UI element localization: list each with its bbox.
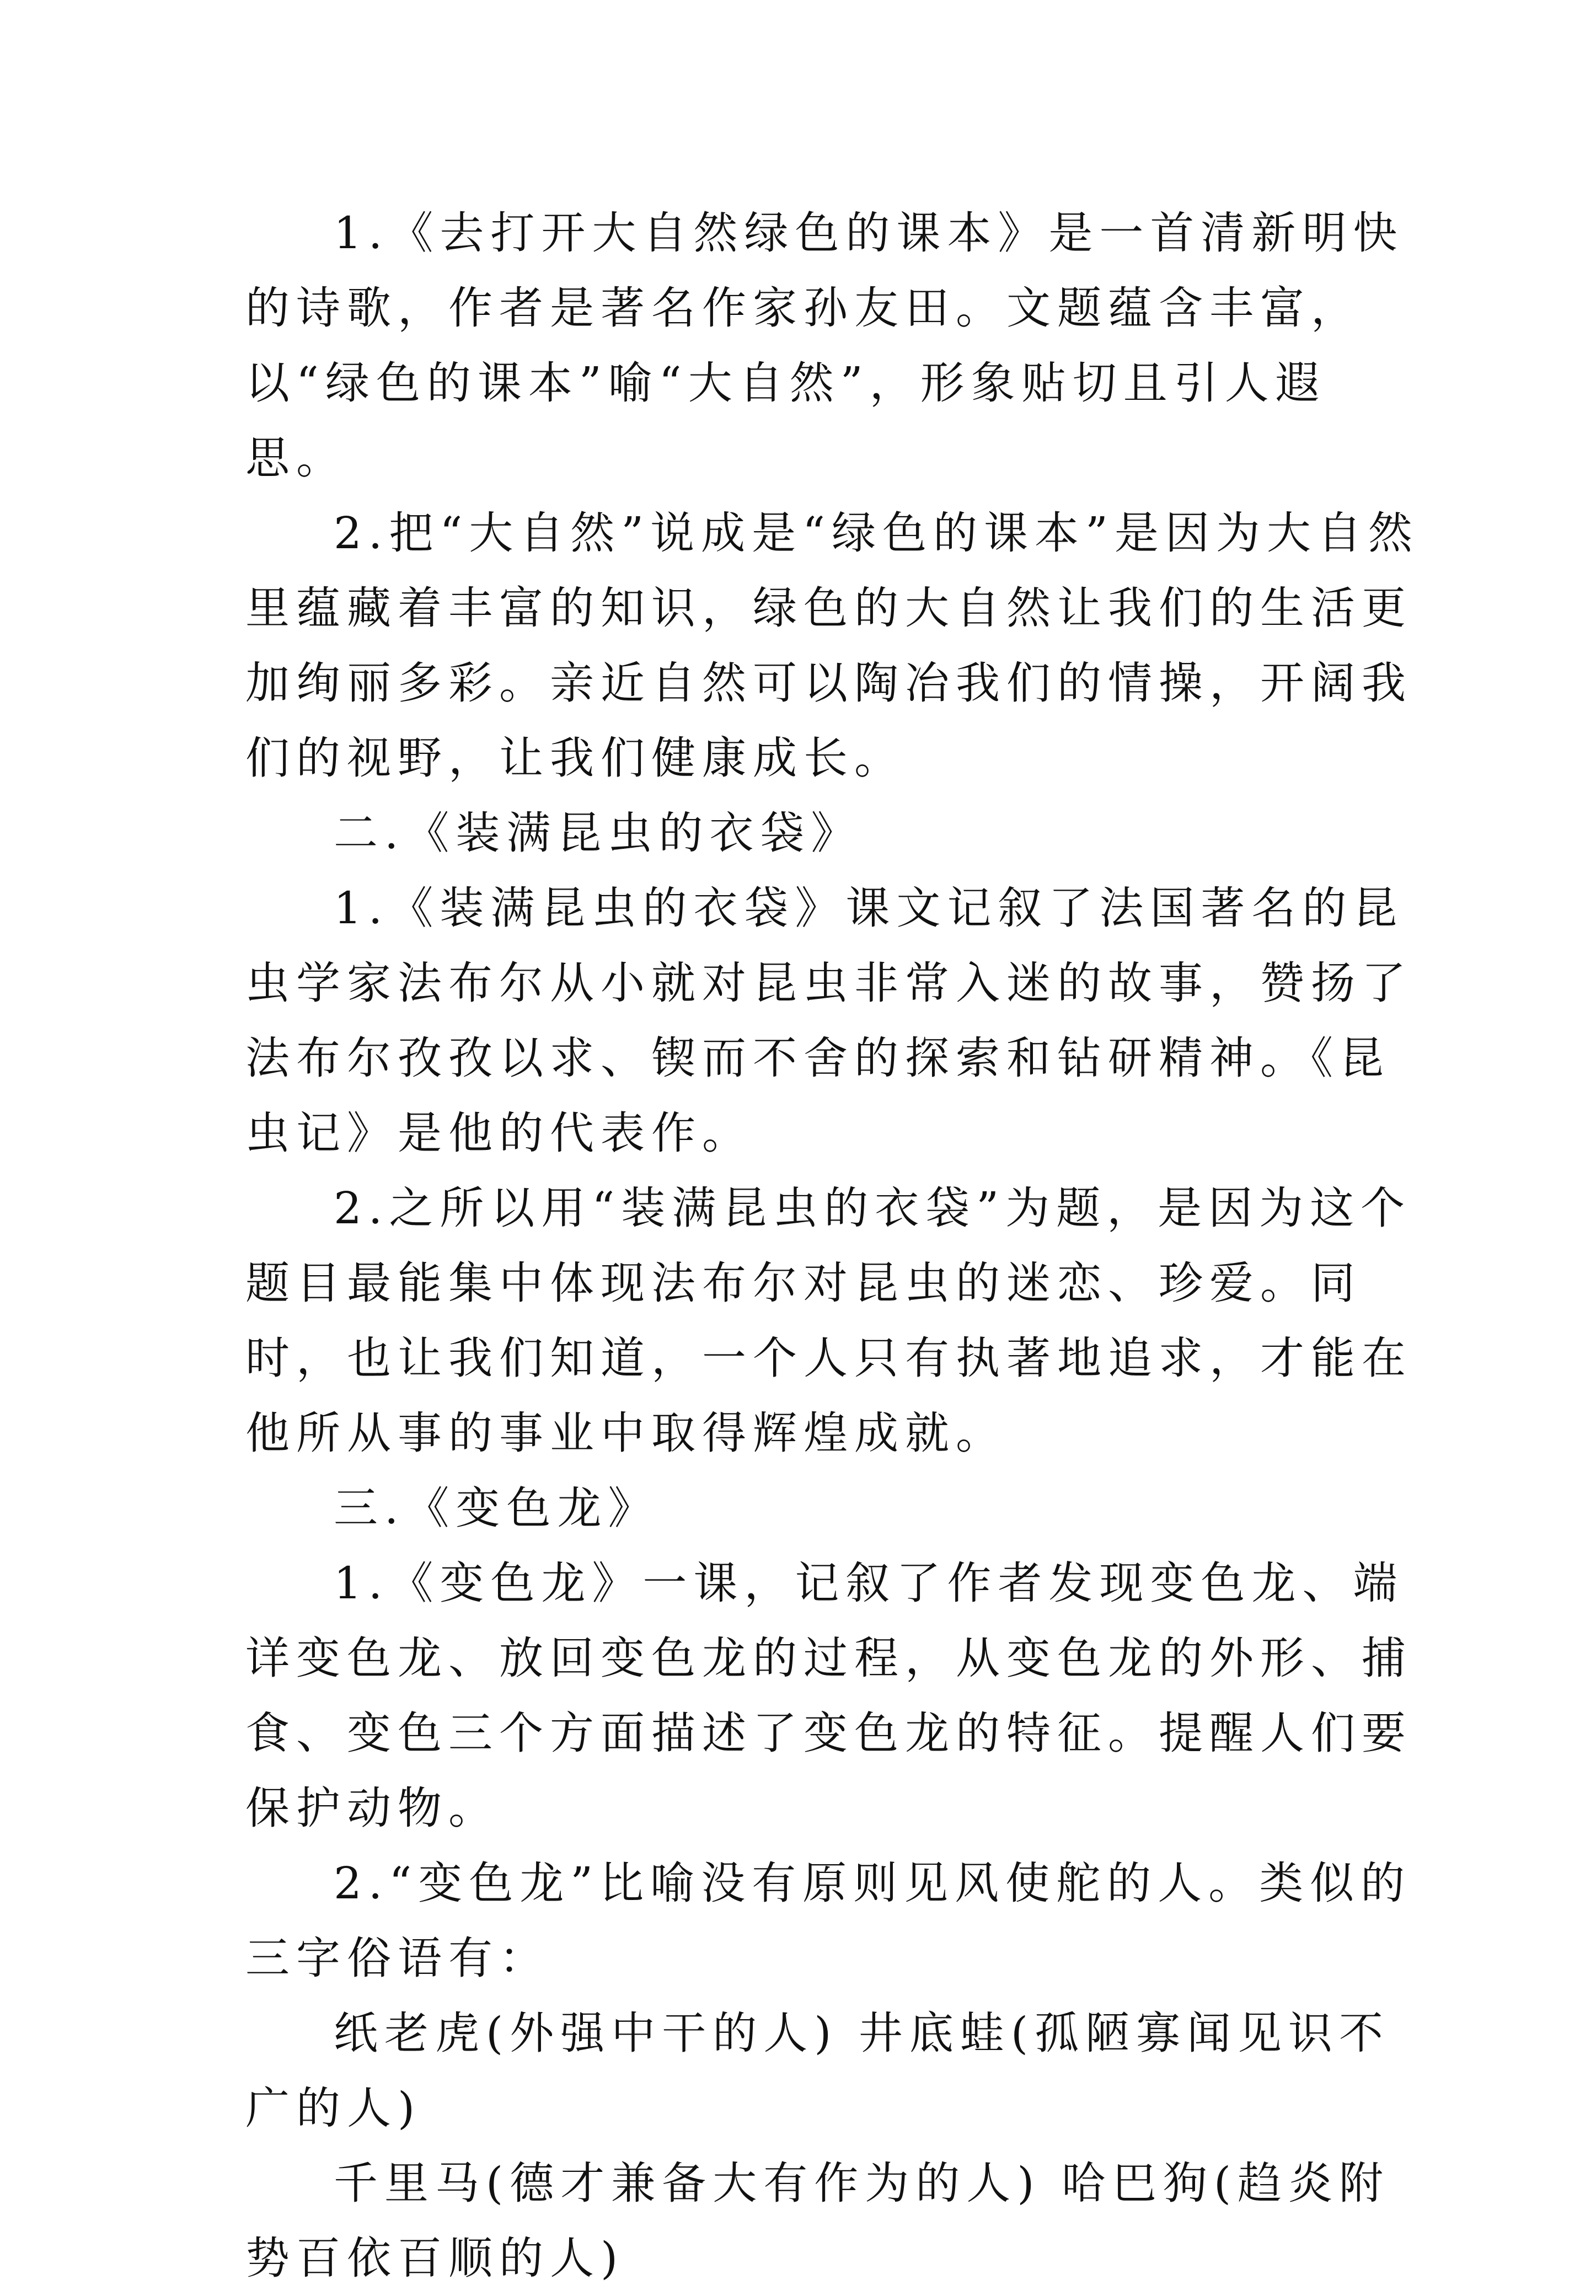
paragraph-chameleon-metaphor: 2.“变色龙”比喻没有原则见风使舵的人。类似的三字俗语有： xyxy=(245,1858,1412,1984)
section-heading-insect-pocket: 二.《装满昆虫的衣袋》 xyxy=(334,807,862,859)
document-body xyxy=(245,196,1420,2296)
paragraph-title-reason: 2.之所以用“装满昆虫的衣袋”为题，是因为这个题目最能集中体现法布尔对昆虫的迷恋、珍爱。同时，也让我们知道，一个人只有执著地追求，才能在他所从事的事业中取得辉煌成就。 xyxy=(245,1182,1412,1459)
paragraph-fabre-story: 1.《装满昆虫的衣袋》课文记叙了法国著名的昆虫学家法布尔从小就对昆虫非常入迷的故事，赞扬了法布尔孜孜以求、锲而不舍的探索和钻研精神。《昆虫记》是他的代表作。 xyxy=(245,882,1412,1159)
paragraph-chameleon-summary: 1.《变色龙》一课，记叙了作者发现变色龙、端详变色龙、放回变色龙的过程，从变色龙的外形、捕食、变色三个方面描述了变色龙的特征。提醒人们要保护动物。 xyxy=(245,1558,1412,1834)
idiom-line-1: 纸老虎(外强中干的人) 井底蛙(孤陋寡闻见识不广的人) xyxy=(245,2008,1390,2134)
paragraph-nature-textbook: 2.把“大自然”说成是“绿色的课本”是因为大自然里蕴藏着丰富的知识，绿色的大自然让我们的生活更加绚丽多彩。亲近自然可以陶冶我们的情操，开阔我们的视野，让我们健康成长。 xyxy=(245,507,1419,784)
section-heading-chameleon: 三.《变色龙》 xyxy=(334,1483,659,1534)
paragraph-poem-summary: 1.《去打开大自然绿色的课本》是一首清新明快的诗歌，作者是著名作家孙友田。文题蕴含丰富，以“绿色的课本”喻“大自然”，形象贴切且引人遐思。 xyxy=(245,207,1404,484)
idiom-line-2: 千里马(德才兼备大有作为的人) 哈巴狗(趋炎附势百依百顺的人) xyxy=(245,2158,1390,2284)
